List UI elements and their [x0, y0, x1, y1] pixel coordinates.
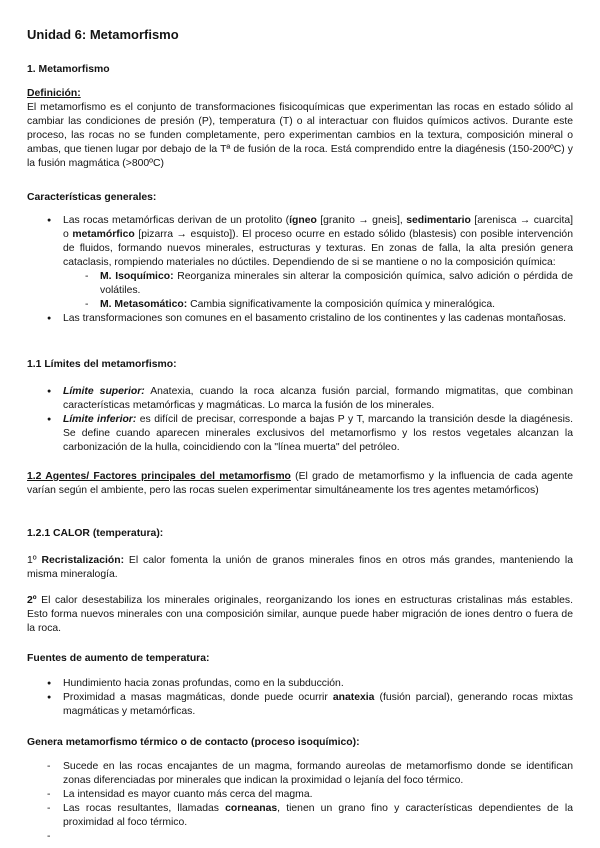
- definition-paragraph: El metamorfismo es el conjunto de transformaciones fisicoquímicas que experimentan las rocas en estado sólido al cambiar las condiciones de presión (P), temperatura (T) o al interactuar con fluidos químicos activos. Durante este proceso, las rocas no se funden completamente, pero experimentan cambios en la textura, composición mineral o ambas, que tienen lugar por debajo de la Tª de fusión de la roca. Está comprendido entre la diagénesis (150-200ºC) y la fusión magmática (>800ºC): [27, 102, 573, 169]
- list-item: - M. Isoquímico: Reorganiza minerales sin alterar la composición química, salvo adición o pérdida de volátiles.: [27, 270, 573, 298]
- list-item: - M. Metasomático: Cambia significativamente la composición química y mineralógica.: [27, 298, 573, 312]
- agents-paragraph: 1.2 Agentes/ Factores principales del metamorfismo (El grado de metamorfismo y la influencia de cada agente varían según el ambiente, pero las rocas suelen experimentar simultáneamente los tres agentes metamórficos): [27, 471, 573, 496]
- list-item: - La intensidad es mayor cuanto más cerca del magma.: [27, 788, 573, 802]
- list-item: ● Proximidad a masas magmáticas, donde puede ocurrir anatexia (fusión parcial), generando rocas mixtas magmáticas y metamórficas.: [27, 691, 573, 719]
- list-item: ● Límite superior: Anatexia, cuando la roca alcanza fusión parcial, formando migmatitas, que combinan características metamórficas y magmáticas. Lo marca la fusión de los minerales.: [27, 385, 573, 413]
- list-item: ● Las rocas metamórficas derivan de un protolito (ígneo [granito → gneis], sedimentario [arenisca → cuarcita] o metamórfico [pizarra → esquisto]). El proceso ocurre en estado sólido (blastesis) con posible intervención de fluidos, formando nuevos minerales, estructuras y texturas. En zonas de falla, la alta presión genera cataclasis, rompiendo materiales no dúctiles. Dependiendo de si se mantiene o no la composición química:: [27, 214, 573, 270]
- characteristics-heading: Características generales:: [27, 192, 157, 203]
- definition-heading: Definición:: [27, 88, 81, 99]
- list-item: ● Hundimiento hacia zonas profundas, como en la subducción.: [27, 677, 573, 691]
- contact-metamorphism-heading: Genera metamorfismo térmico o de contacto (proceso isoquímico):: [27, 737, 360, 748]
- list-item: [27, 830, 573, 844]
- limits-heading: 1.1 Límites del metamorfismo:: [27, 359, 177, 370]
- limits-list: [27, 385, 573, 455]
- heat-heading: 1.2.1 CALOR (temperatura):: [27, 528, 164, 539]
- contact-metamorphism-list: [27, 760, 573, 844]
- temperature-sources-list: [27, 677, 573, 719]
- page-title: Unidad 6: Metamorfismo: [27, 27, 179, 42]
- agents-heading: 1.2 Agentes/ Factores principales del metamorfismo: [27, 471, 291, 482]
- list-item: ● Límite inferior: es difícil de precisar, corresponde a bajas P y T, marcando la transición desde la diagénesis. Se define cuando aparecen minerales exclusivos del metamorfismo y los restos vegetales alcanzan la carbonización de la hulla, coincidiendo con la "línea muerta" del petróleo.: [27, 413, 573, 455]
- list-item: - Las rocas resultantes, llamadas corneanas, tienen un grano fino y características dependientes de la proximidad al foco térmico.: [27, 802, 573, 830]
- heat-paragraph-1: 1º Recristalización: El calor fomenta la unión de granos minerales finos en otros más grandes, manteniendo la misma mineralogía.: [27, 555, 573, 580]
- section-heading-metamorfismo: 1. Metamorfismo: [27, 64, 110, 75]
- temperature-sources-heading: Fuentes de aumento de temperatura:: [27, 653, 210, 664]
- characteristics-list: [27, 214, 573, 326]
- heat-paragraph-2: 2º El calor desestabiliza los minerales originales, reorganizando los iones en estructuras cristalinas más estables. Esto forma nuevos minerales con una composición similar, aunque puede haber migración de iones dentro o fuera de la roca.: [27, 595, 573, 634]
- list-item: - Sucede en las rocas encajantes de un magma, formando aureolas de metamorfismo donde se identifican zonas diferenciadas por minerales que indican la proximidad o lejanía del foco térmico.: [27, 760, 573, 788]
- list-item: ● Las transformaciones son comunes en el basamento cristalino de los continentes y las cadenas montañosas.: [27, 312, 573, 326]
